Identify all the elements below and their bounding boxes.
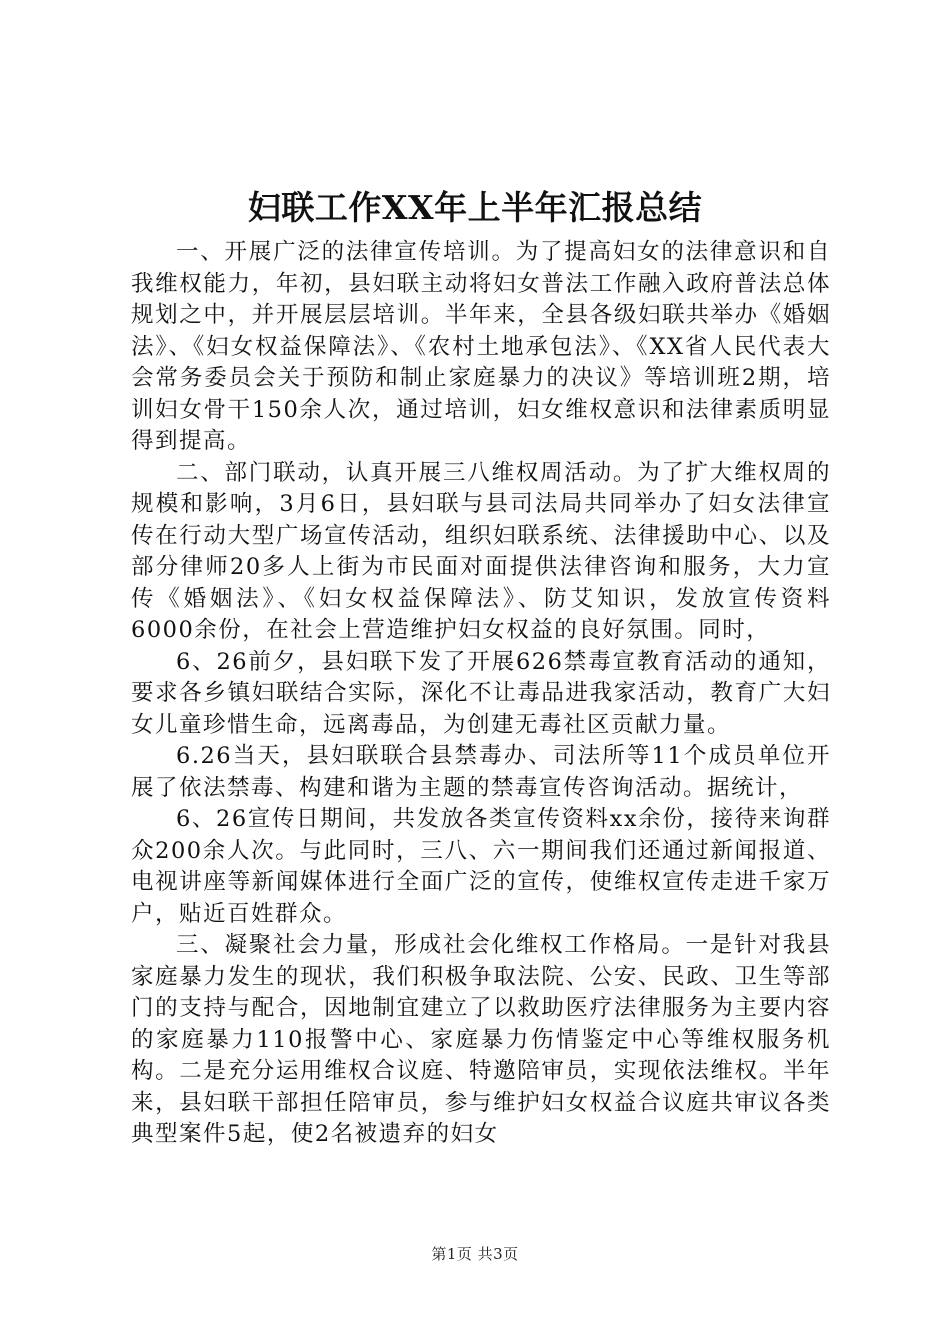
document-title: 妇联工作XX年上半年汇报总结 bbox=[247, 188, 703, 227]
paragraph-social-forces: 三、凝聚社会力量，形成社会化维权工作格局。一是针对我县家庭暴力发生的现状，我们积极争取法院、公安、民政、卫生等部门的支持与配合，因地制宜建立了以救助医疗法律服务为主要内容的家庭暴力110报警中心、家庭暴力伤情鉴定中心等维权服务机构。二是充分运用维权合议庭、特邀陪审员，实现依法维权。半年来，县妇联干部担任陪审员，参与维护妇女权益合议庭共审议各类典型案件5起，使2名被遗弃的妇女 bbox=[131, 932, 831, 1147]
document-body bbox=[131, 237, 831, 1151]
paragraph-anti-drug-notice: 6、26前夕，县妇联下发了开展626禁毒宣教育活动的通知，要求各乡镇妇联结合实际，深化不让毒品进我家活动，教育广大妇女儿童珍惜生命，远离毒品，为创建无毒社区贡献力量。 bbox=[131, 648, 831, 738]
paragraph-rights-week: 二、部门联动，认真开展三八维权周活动。为了扩大维权周的规模和影响，3月6日，县妇联与县司法局共同举办了妇女法律宣传在行动大型广场宣传活动，组织妇联系统、法律援助中心、以及部分律师20多人上街为市民面对面提供法律咨询和服务，大力宣传《婚姻法》、《妇女权益保障法》、防艾知识，发放宣传资料6000余份，在社会上营造维护妇女权益的良好氛围。同时， bbox=[131, 459, 831, 643]
paragraph-legal-training: 一、开展广泛的法律宣传培训。为了提高妇女的法律意识和自我维权能力，年初，县妇联主动将妇女普法工作融入政府普法总体规划之中，并开展层层培训。半年来，全县各级妇联共举办《婚姻法》、《妇女权益保障法》、《农村土地承包法》、《XX省人民代表大会常务委员会关于预防和制止家庭暴力的决议》等培训班2期，培训妇女骨干150余人次，通过培训，妇女维权意识和法律素质明显得到提高。 bbox=[131, 239, 831, 454]
page-number-footer: 第1页 共3页 bbox=[431, 1245, 519, 1263]
paragraph-anti-drug-day: 6.26当天，县妇联联合县禁毒办、司法所等11个成员单位开展了依法禁毒、构建和谐为主题的禁毒宣传咨询活动。据统计， bbox=[131, 743, 831, 801]
paragraph-publicity-stats: 6、26宣传日期间，共发放各类宣传资料xx余份，接待来询群众200余人次。与此同时，三八、六一期间我们还通过新闻报道、电视讲座等新闻媒体进行全面广泛的宣传，使维权宣传走进千家万户，贴近百姓群众。 bbox=[131, 806, 831, 927]
